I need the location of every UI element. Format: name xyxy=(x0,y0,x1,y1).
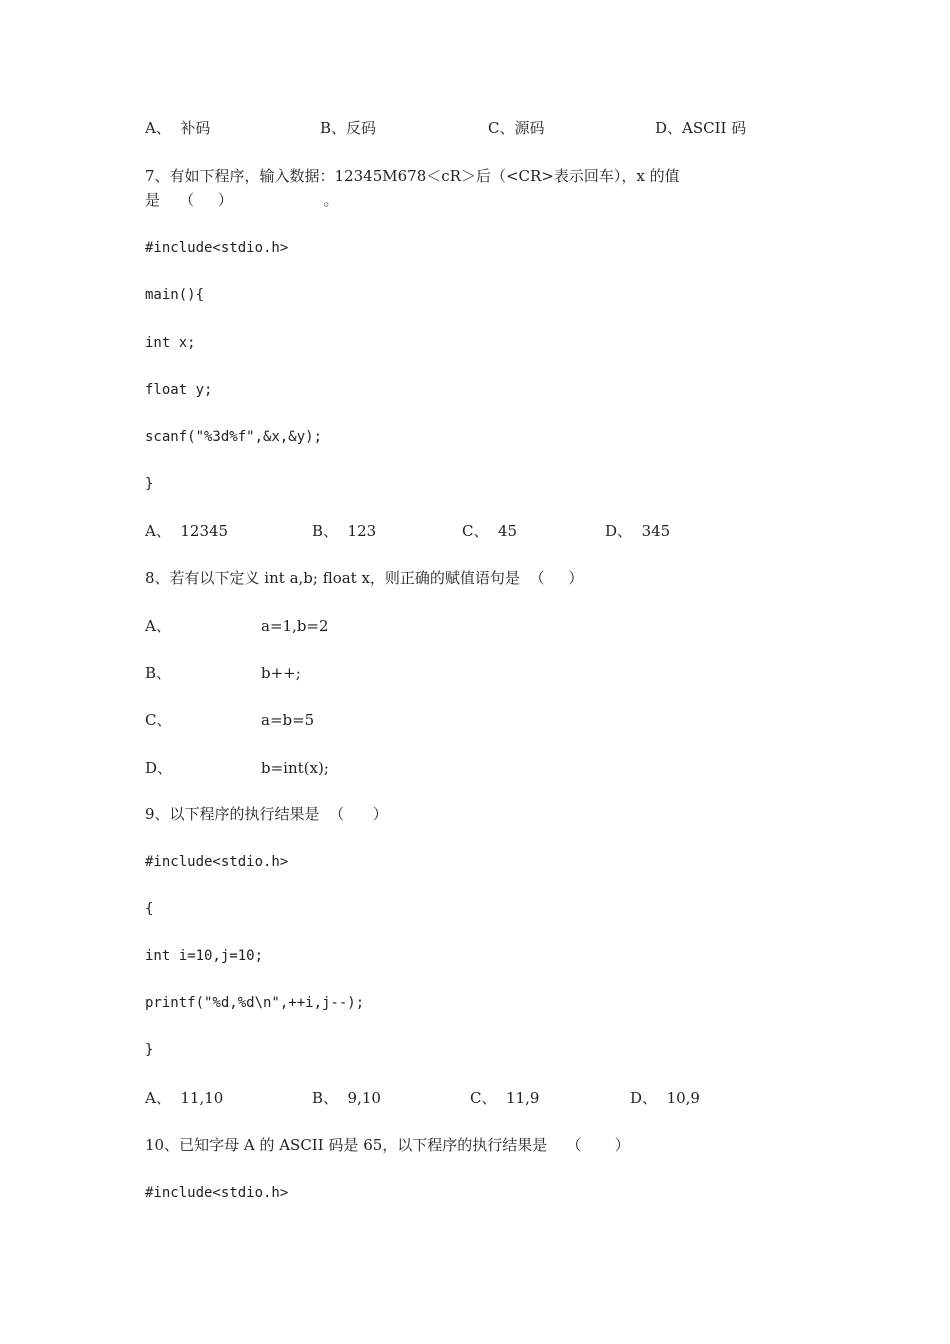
q7-code-line: int x; xyxy=(145,335,196,351)
q9-option-d: D、 10,9 xyxy=(630,1089,700,1107)
q7-option-c: C、 45 xyxy=(462,522,518,540)
q9-code-line: } xyxy=(145,1042,154,1058)
q8-option-b-value: b++; xyxy=(261,664,301,682)
q8-option-d-label: D、 xyxy=(145,759,173,777)
q10-code-line: #include<stdio.h> xyxy=(145,1185,289,1201)
q7-code-line: scanf("%3d%f",&x,&y); xyxy=(145,429,323,445)
q9-option-a: A、 11,10 xyxy=(145,1089,224,1107)
q9-code-line: { xyxy=(145,901,154,917)
q7-code-line: float y; xyxy=(145,382,213,398)
q7-option-d: D、 345 xyxy=(605,522,671,540)
q7-stem-line2: 是 （ ） 。 xyxy=(145,191,339,209)
q8-option-c-value: a=b=5 xyxy=(261,711,315,729)
q8-option-a-label: A、 xyxy=(145,617,171,635)
q7-code-line: } xyxy=(145,476,154,492)
q7-stem-line1: 7、有如下程序，输入数据：12345M678＜cR＞后（<CR>表示回车），x 的值 xyxy=(145,167,680,185)
q9-code-line: printf("%d,%d\n",++i,j--); xyxy=(145,995,365,1011)
q6-option-d: D、ASCII 码 xyxy=(655,119,747,137)
q8-option-c-label: C、 xyxy=(145,711,172,729)
q8-option-d-value: b=int(x); xyxy=(261,759,329,777)
q6-option-a: A、 补码 xyxy=(145,119,211,137)
q7-option-b: B、 123 xyxy=(312,522,377,540)
q8-option-a-value: a=1,b=2 xyxy=(261,617,329,635)
q9-option-c: C、 11,9 xyxy=(470,1089,540,1107)
q7-code-line: #include<stdio.h> xyxy=(145,240,289,256)
q6-option-b: B、反码 xyxy=(320,119,377,137)
q10-stem: 10、已知字母 A 的 ASCII 码是 65，以下程序的执行结果是 （ ） xyxy=(145,1136,630,1154)
q7-code-line: main(){ xyxy=(145,287,205,303)
q9-code-line: int i=10,j=10; xyxy=(145,948,264,964)
q8-option-b-label: B、 xyxy=(145,664,172,682)
q7-option-a: A、 12345 xyxy=(145,522,229,540)
q8-stem: 8、若有以下定义 int a,b; float x，则正确的赋值语句是 （ ） xyxy=(145,569,584,587)
q9-code-line: #include<stdio.h> xyxy=(145,854,289,870)
q6-option-c: C、源码 xyxy=(488,119,545,137)
q9-option-b: B、 9,10 xyxy=(312,1089,381,1107)
q9-stem: 9、以下程序的执行结果是 （ ） xyxy=(145,805,388,823)
